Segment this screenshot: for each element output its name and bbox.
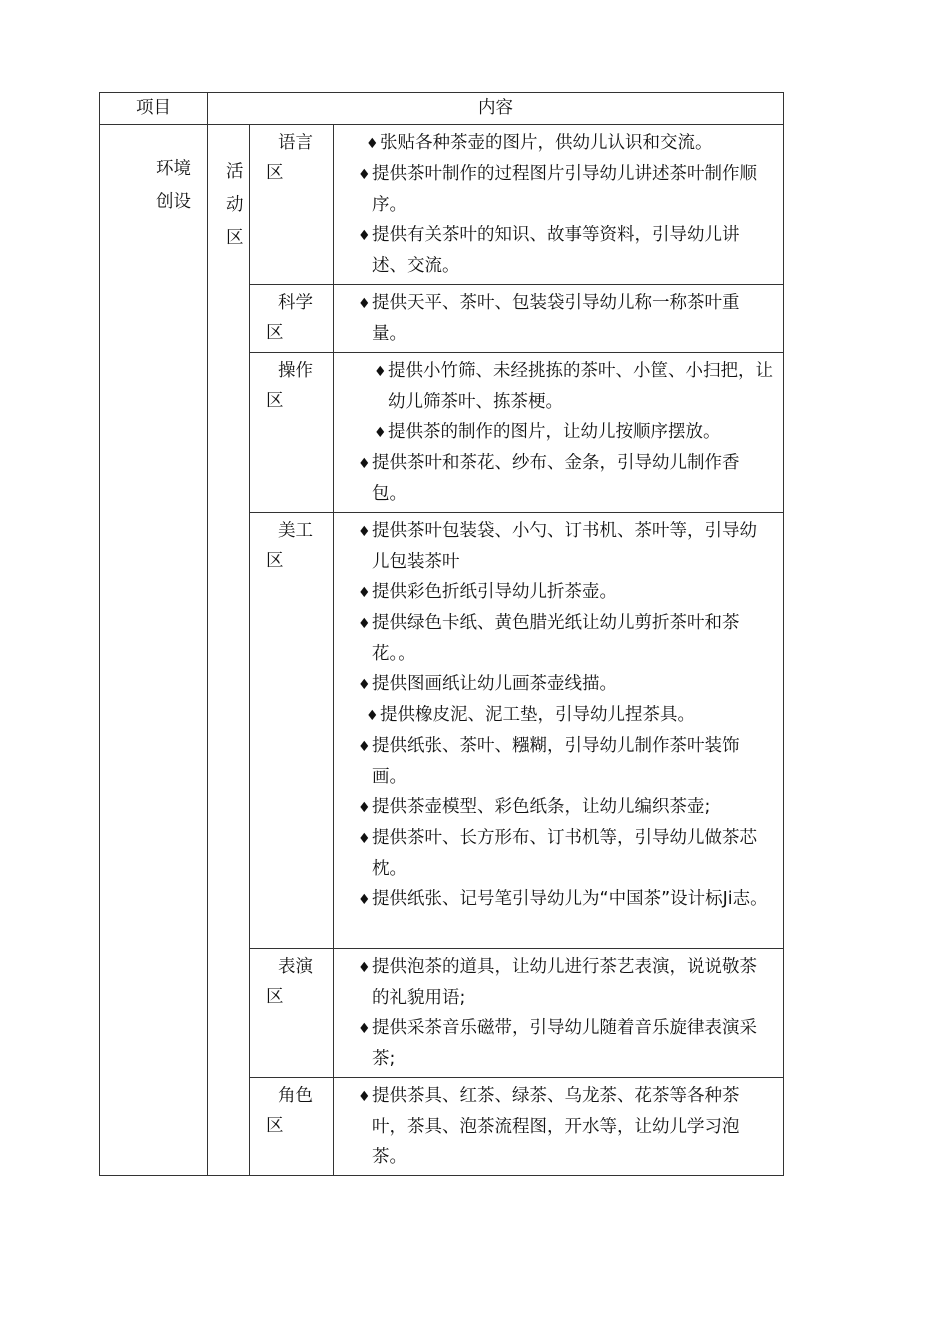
list-item-text: 提供茶叶制作的过程图片引导幼儿讲述茶叶制作顺序。 — [372, 164, 757, 215]
list-item-text: 提供彩色折纸引导幼儿折茶壶。 — [372, 582, 617, 602]
list-item — [346, 669, 773, 700]
diamond-bullet-icon: ♦ — [358, 1021, 371, 1037]
list-item — [346, 417, 773, 448]
zone-content-cell — [334, 1078, 784, 1176]
zone-name-suffix: 区 — [266, 323, 284, 343]
list-item-text: 提供有关茶叶的知识、故事等资料，引导幼儿讲述、交流。 — [372, 225, 740, 276]
header-project: 项目 — [100, 93, 208, 125]
list-item — [346, 220, 773, 281]
zone-name: 角色 — [278, 1086, 313, 1106]
list-item-text: 提供泡茶的道具，让幼儿进行茶艺表演，说说敬茶的礼貌用语; — [372, 957, 757, 1008]
list-item — [346, 823, 773, 884]
diamond-bullet-icon: ♦ — [358, 739, 371, 755]
zone-name: 语言 — [278, 133, 313, 153]
zone-name: 表演 — [278, 957, 313, 977]
diamond-bullet-icon: ♦ — [358, 800, 371, 816]
diamond-bullet-icon: ♦ — [358, 524, 371, 540]
list-item-text: 提供茶具、红茶、绿茶、乌龙茶、花茶等各种茶叶，茶具、泡茶流程图，开水等，让幼儿学习泡茶。 — [372, 1086, 740, 1167]
diamond-bullet-icon: ♦ — [358, 167, 371, 183]
diamond-bullet-icon: ♦ — [358, 1089, 371, 1105]
zone-name: 科学 — [278, 293, 313, 313]
list-item-text: 提供茶叶包装袋、小勺、订书机、茶叶等，引导幼儿包装茶叶 — [372, 521, 757, 572]
zone-name-suffix: 区 — [266, 163, 284, 183]
list-item — [346, 128, 773, 159]
list-item-text: 提供采茶音乐磁带，引导幼儿随着音乐旋律表演采茶; — [372, 1018, 757, 1069]
list-item — [346, 792, 773, 823]
zone-name-cell — [250, 513, 334, 949]
diamond-bullet-icon: ♦ — [358, 892, 371, 908]
list-item — [346, 288, 773, 349]
zone-content-cell — [334, 285, 784, 353]
list-item — [346, 731, 773, 792]
list-item — [346, 577, 773, 608]
list-item-text: 提供图画纸让幼儿画茶壶线描。 — [372, 674, 617, 694]
list-item-text: 提供茶的制作的图片，让幼儿按顺序摆放。 — [388, 422, 721, 442]
diamond-bullet-icon: ♦ — [358, 296, 371, 312]
list-item-text: 张贴各种茶壶的图片，供幼儿认识和交流。 — [380, 133, 713, 153]
diamond-bullet-icon: ♦ — [374, 425, 387, 441]
diamond-bullet-icon: ♦ — [358, 616, 371, 632]
header-content: 内容 — [208, 93, 784, 125]
zone-name-cell — [250, 949, 334, 1078]
list-item-text: 提供小竹筛、未经挑拣的茶叶、小筐、小扫把，让幼儿筛茶叶、拣茶梗。 — [388, 361, 773, 412]
list-item — [346, 159, 773, 220]
project-cell — [100, 125, 208, 1176]
list-item — [346, 608, 773, 669]
list-item — [346, 516, 773, 577]
project-label: 创设 — [156, 192, 191, 212]
activity-area-cell — [208, 125, 250, 1176]
diamond-bullet-icon: ♦ — [358, 960, 371, 976]
zone-name: 操作 — [278, 361, 313, 381]
list-item-text: 提供纸张、茶叶、糨糊，引导幼儿制作茶叶装饰画。 — [372, 736, 740, 787]
zone-content-cell — [334, 513, 784, 949]
zone-name-cell — [250, 125, 334, 285]
diamond-bullet-icon: ♦ — [358, 831, 371, 847]
diamond-bullet-icon: ♦ — [366, 136, 379, 152]
zone-content-cell — [334, 125, 784, 285]
diamond-bullet-icon: ♦ — [358, 585, 371, 601]
zone-name-suffix: 区 — [266, 987, 284, 1007]
zone-name-suffix: 区 — [266, 391, 284, 411]
zone-name-cell — [250, 285, 334, 353]
zone-name-cell — [250, 1078, 334, 1176]
diamond-bullet-icon: ♦ — [358, 228, 371, 244]
list-item-text: 提供茶叶和茶花、纱布、金条，引导幼儿制作香包。 — [372, 453, 740, 504]
activity-label: 动 — [226, 195, 244, 215]
list-item-text: 提供天平、茶叶、包装袋引导幼儿称一称茶叶重量。 — [372, 293, 740, 344]
diamond-bullet-icon: ♦ — [366, 708, 379, 724]
list-item-text: 提供纸张、记号笔引导幼儿为“中国茶”设计标Ji志。 — [372, 889, 768, 909]
list-item — [346, 700, 773, 731]
zone-name-cell — [250, 353, 334, 513]
zone-row — [100, 125, 784, 285]
activity-label: 活 — [226, 162, 244, 182]
list-item-text: 提供绿色卡纸、黄色腊光纸让幼儿剪折茶叶和茶花。。 — [372, 613, 740, 664]
diamond-bullet-icon: ♦ — [374, 364, 387, 380]
zone-name-suffix: 区 — [266, 551, 284, 571]
zone-content-cell — [334, 949, 784, 1078]
list-item-text: 提供橡皮泥、泥工垫，引导幼儿捏茶具。 — [380, 705, 695, 725]
list-item-text: 提供茶叶、长方形布、订书机等，引导幼儿做茶芯枕。 — [372, 828, 757, 879]
list-item — [346, 1013, 773, 1074]
list-item — [346, 952, 773, 1013]
zone-name: 美工 — [278, 521, 313, 541]
list-item — [346, 1081, 773, 1172]
list-item — [346, 356, 773, 417]
list-item — [346, 884, 773, 915]
activity-label: 区 — [226, 228, 244, 248]
list-item — [346, 448, 773, 509]
header-row — [100, 93, 784, 125]
list-item-text: 提供茶壶模型、彩色纸条，让幼儿编织茶壶; — [372, 797, 711, 817]
zone-name-suffix: 区 — [266, 1116, 284, 1136]
content-table — [99, 92, 784, 1176]
diamond-bullet-icon: ♦ — [358, 677, 371, 693]
zone-content-cell — [334, 353, 784, 513]
diamond-bullet-icon: ♦ — [358, 456, 371, 472]
project-label: 环境 — [156, 159, 191, 179]
